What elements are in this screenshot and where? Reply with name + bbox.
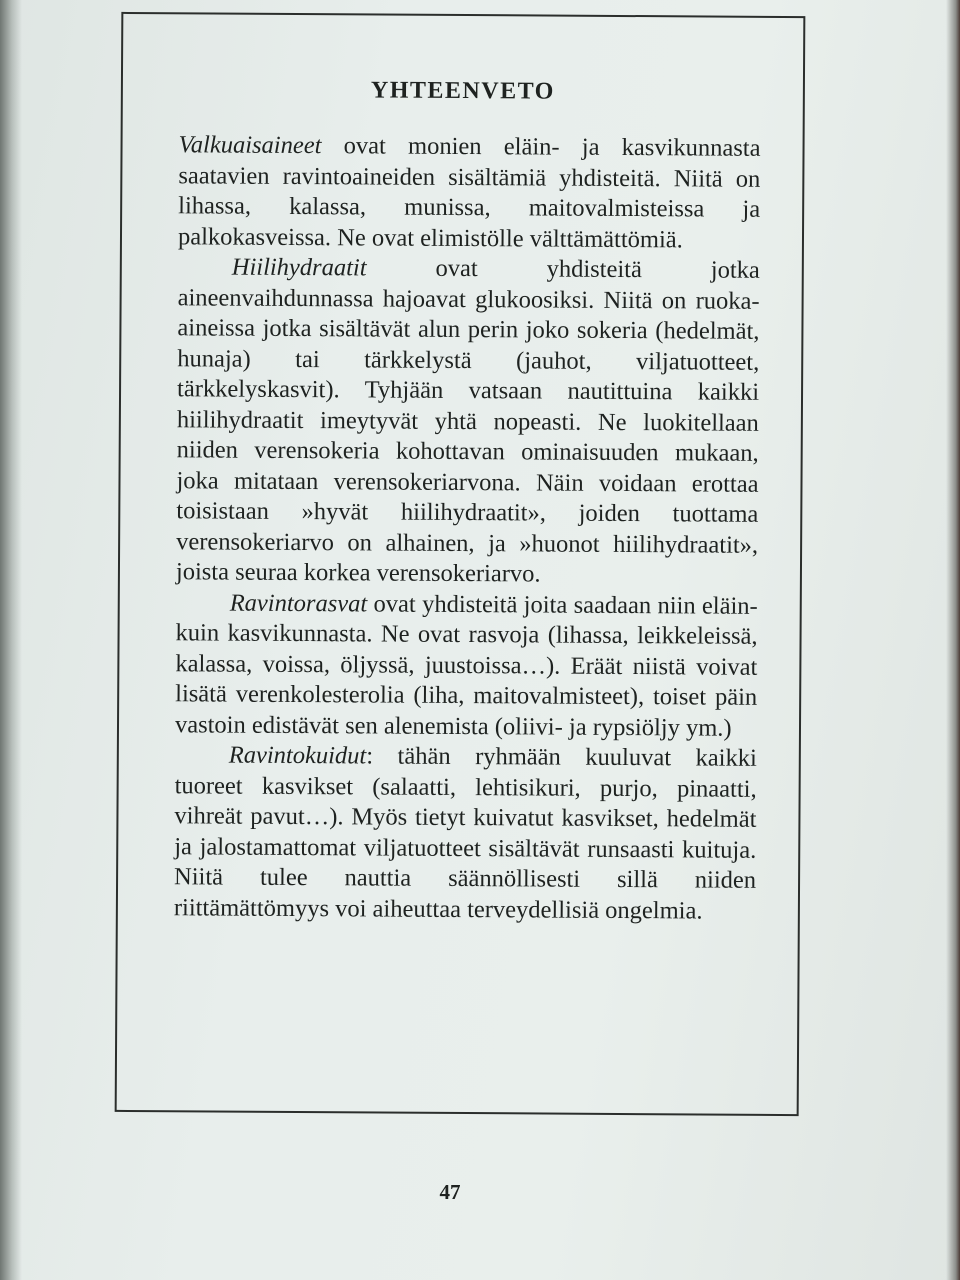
text-carbohydrates: ovat yhdisteitä jotka aineenvaihdunnassa hajoavat glukoosiksi. Niitä on ruoka-aineissa jotka sisältävät alun perin joko sokeria (hedelmät, hunaja) tai tärkkelystä (jauhot, viljatuotteet, tärkkelyskasvit). Tyhjään vatsaan nautittuina kaikki hiilihydraatit imeytyvät yhtä nopeasti. Ne luokitellaan niiden verensokeria kohottavan ominaisuuden mukaan, joka mitataan verensokeriarvona. Näin voidaan erottaa toisistaan »hyvät hiilihydraatit», joiden tuottama verensokeriarvo on alhainen, ja »huonot hiilihydraatit», joista seuraa korkea verensokeriarvo.	[175, 254, 760, 588]
book-spine-shadow	[0, 0, 22, 1280]
term-proteins: Valkuaisaineet	[178, 131, 322, 160]
term-fibres: Ravintokuidut	[228, 741, 367, 770]
page-number: 47	[439, 1180, 461, 1204]
text-fibres: : tähän ryhmään kuuluvat kaikki tuoreet kasvikset (salaatti, lehtisikuri, purjo, pinaatti, vihreät pavut…). Myös tietyt kuivatut kasvikset, hedelmät ja jalostamattomat viljatuotteet sisältävät runsaasti kuituja. Niitä tulee nauttia säännöllisesti sillä niiden riittämättömyys voi aiheuttaa terveydellisiä ongelmia.	[173, 742, 757, 924]
text-proteins: ovat monien eläin- ja kasvikunnasta saatavien ravintoaineiden sisältämiä yhdisteitä. Niitä on lihassa, kalassa, munissa, maitovalmisteissa ja palkokasveissa. Ne ovat elimistölle välttämättömiä.	[177, 132, 761, 253]
paragraph-proteins	[178, 130, 761, 256]
paragraph-fats	[175, 588, 758, 744]
term-fats: Ravintorasvat	[229, 589, 368, 617]
page-edge-shadow	[946, 0, 960, 1280]
paragraph-carbohydrates	[176, 252, 760, 591]
term-carbohydrates: Hiilihydraatit	[231, 253, 367, 282]
summary-heading: YHTEENVETO	[370, 77, 555, 105]
paragraph-fibres	[174, 740, 757, 927]
summary-body	[174, 130, 761, 927]
summary-box	[115, 12, 806, 1116]
text-fats: ovat yhdisteitä joita saadaan niin eläin- kuin kasvikunnasta. Ne ovat rasvoja (lihassa, leikkeleissä, kalassa, voissa, öljyssä, juustoissa…). Eräät niistä voivat lisätä verenkolesterolia (liha, maitovalmisteet), toiset päin vastoin edistävät sen alenemista (oliivi- ja rypsiöljy ym.)	[174, 589, 758, 742]
